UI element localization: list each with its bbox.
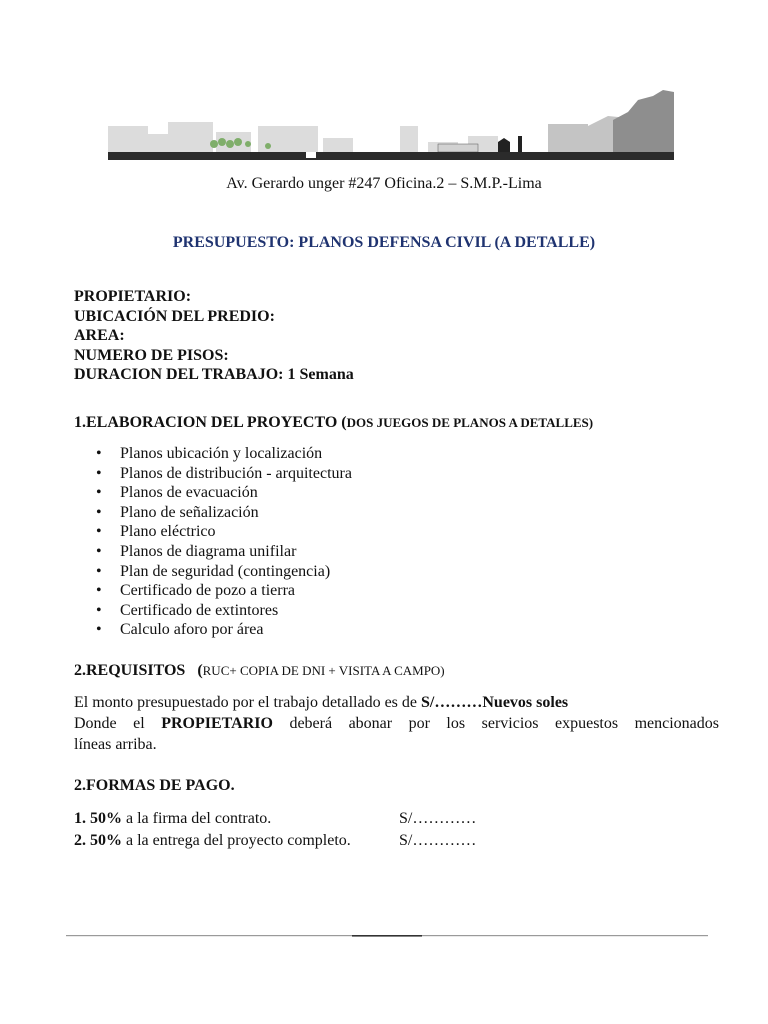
payment-label: a la entrega del proyecto completo. [122, 832, 351, 849]
field-ubicacion: UBICACIÓN DEL PREDIO: [74, 307, 275, 325]
section-elaboracion-heading [74, 414, 593, 432]
section-pago-heading: 2.FORMAS DE PAGO. [74, 777, 235, 794]
section-requisitos-heading [74, 662, 445, 680]
plan-list-item-label: Planos de distribución - arquitectura [120, 464, 352, 482]
bullet-icon: • [96, 542, 102, 560]
plan-list-item [96, 601, 352, 621]
field-propietario: PROPIETARIO: [74, 288, 192, 305]
plan-list-item-label: Planos ubicación y localización [120, 445, 323, 462]
plan-list-item [96, 620, 352, 640]
footer-divider [66, 935, 708, 937]
budget-line-3: líneas arriba. [74, 736, 157, 753]
bullet-icon: • [96, 445, 102, 462]
budget-line-1 [74, 692, 719, 713]
budget-paragraph [74, 692, 719, 755]
project-fields [74, 287, 354, 385]
requisitos-paren: ( [197, 662, 203, 679]
plan-list-item-label: Planos de evacuación [120, 484, 258, 502]
field-pisos: NUMERO DE PISOS: [74, 346, 229, 364]
budget-amount: S/………Nuevos soles [421, 694, 569, 711]
payment-percent: 1. 50% [74, 810, 122, 827]
payment-list [74, 808, 476, 852]
document-title: PRESUPUESTO: PLANOS DEFENSA CIVIL (A DETALLE) [172, 234, 596, 251]
budget-line-2 [74, 713, 719, 734]
requisitos-note: RUC+ COPIA DE DNI + VISITA A CAMPO) [202, 663, 445, 678]
plan-list-item-label: Certificado de extintores [120, 601, 279, 619]
plan-list-item [96, 503, 352, 523]
plan-list-item-label: Planos de diagrama unifilar [120, 542, 297, 560]
office-address: Av. Gerardo unger #247 Oficina.2 – S.M.P.-Lima [226, 175, 542, 192]
bullet-icon: • [96, 562, 102, 580]
plan-list-item-label: Plan de seguridad (contingencia) [120, 562, 331, 580]
payment-amount: S/………… [399, 810, 477, 827]
payment-description [74, 830, 399, 852]
bullet-icon: • [96, 621, 102, 639]
plan-list-item [96, 444, 352, 464]
bullet-icon: • [96, 582, 102, 600]
bullet-icon: • [96, 503, 102, 521]
plan-list-item [96, 483, 352, 503]
payment-amount: S/………… [399, 832, 477, 849]
plan-list-item [96, 522, 352, 542]
bullet-icon: • [96, 464, 102, 482]
plan-list-item-label: Plano eléctrico [120, 523, 216, 541]
payment-percent: 2. 50% [74, 832, 122, 849]
bullet-icon: • [96, 484, 102, 502]
plan-list-item [96, 464, 352, 484]
field-area: AREA: [74, 327, 125, 345]
payment-row [74, 808, 476, 830]
section-heading-note: DOS JUEGOS DE PLANOS A DETALLES) [346, 415, 594, 430]
plan-list-item [96, 562, 352, 582]
architectural-section-banner [108, 86, 674, 160]
plan-list-item-label: Plano de señalización [120, 503, 259, 521]
plan-list-item [96, 542, 352, 562]
field-duracion: DURACION DEL TRABAJO: 1 Semana [74, 366, 354, 384]
bullet-icon: • [96, 601, 102, 619]
section-heading-text: 1.ELABORACION DEL PROYECTO ( [74, 414, 347, 431]
payment-row [74, 830, 476, 852]
plans-list [96, 444, 352, 640]
bullet-icon: • [96, 523, 102, 541]
budget-text: El monto presupuestado por el trabajo detallado es de [74, 694, 422, 711]
payment-description [74, 808, 399, 830]
payment-label: a la firma del contrato. [122, 810, 272, 827]
requisitos-heading-text: 2.REQUISITOS [74, 662, 186, 679]
plan-list-item-label: Calculo aforo por área [120, 621, 264, 639]
budget-owner: PROPIETARIO [161, 715, 273, 732]
plan-list-item-label: Certificado de pozo a tierra [120, 582, 296, 600]
budget-text: Donde el [74, 715, 162, 732]
plan-list-item [96, 581, 352, 601]
budget-text: deberá abonar por los servicios expuestos mencionados [272, 715, 720, 732]
